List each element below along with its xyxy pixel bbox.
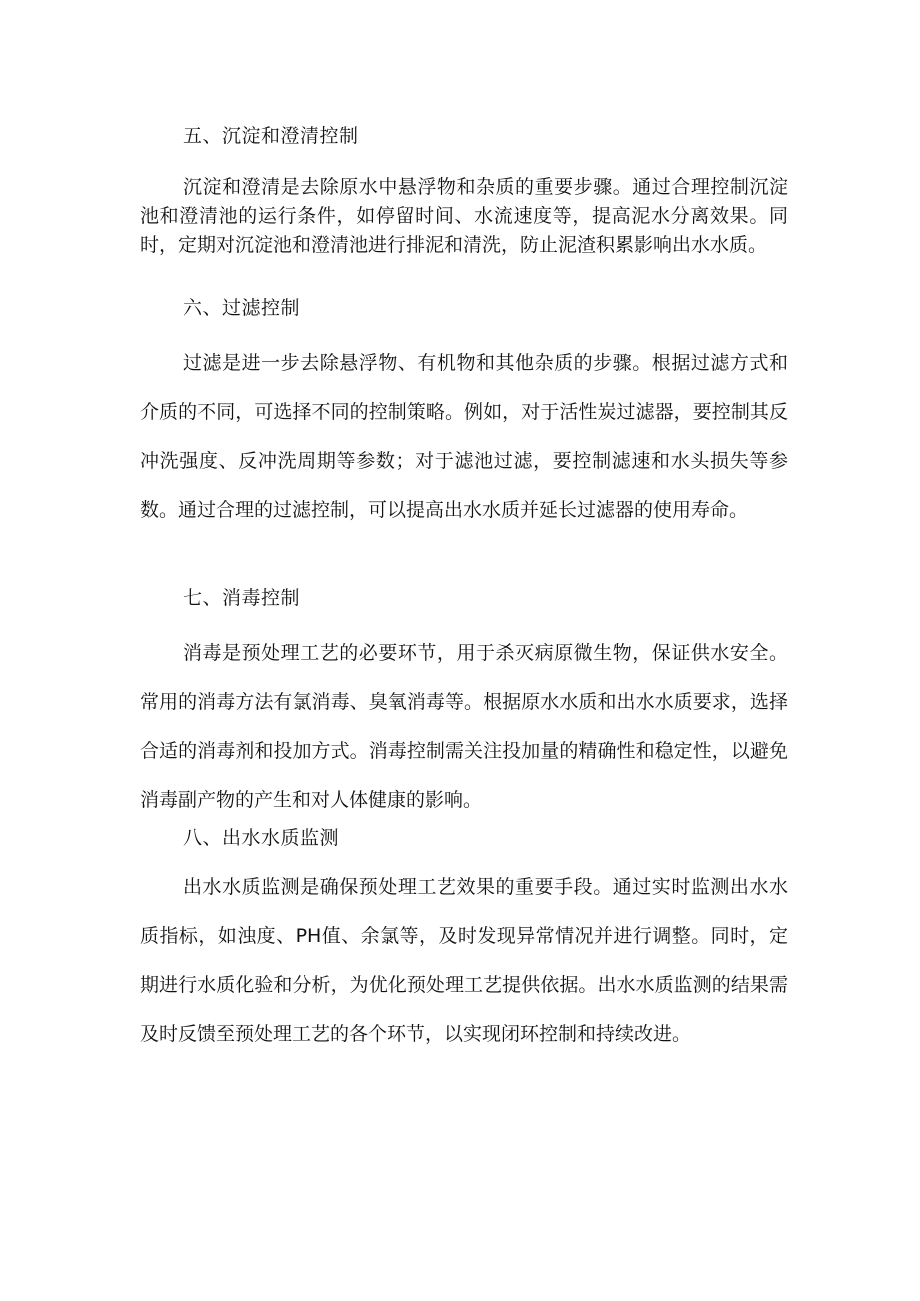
section-7-paragraph: 消毒是预处理工艺的必要环节，用于杀灭病原微生物，保证供水安全。常用的消毒方法有氯消毒、臭氧消毒等。根据原水水质和出水水质要求，选择合适的消毒剂和投加方式。消毒控制需关注投加量的精确性和稳定性，以避免消毒副产物的产生和对人体健康的影响。 xyxy=(140,642,788,811)
section-6-paragraph: 过滤是进一步去除悬浮物、有机物和其他杂质的步骤。根据过滤方式和介质的不同，可选择不同的控制策略。例如，对于活性炭过滤器，要控制其反冲洗强度、反冲洗周期等参数；对于滤池过滤，要控制滤速和水头损失等参数。通过合理的过滤控制，可以提高出水水质并延长过滤器的使用寿命。 xyxy=(140,352,788,521)
section-6-heading: 六、过滤控制 xyxy=(183,297,301,319)
section-8-heading: 八、出水水质监测 xyxy=(183,827,340,849)
section-7-heading: 七、消毒控制 xyxy=(183,587,301,609)
section-5-paragraph: 沉淀和澄清是去除原水中悬浮物和杂质的重要步骤。通过合理控制沉淀池和澄清池的运行条件，如停留时间、水流速度等，提高泥水分离效果。同时，定期对沉淀池和澄清池进行排泥和清洗，防止泥渣积累影响出水水质。 xyxy=(140,176,788,256)
section-8-paragraph: 出水水质监测是确保预处理工艺效果的重要手段。通过实时监测出水水质指标，如浊度、PH值、余氯等，及时发现异常情况并进行调整。同时，定期进行水质化验和分析，为优化预处理工艺提供依据。出水水质监测的结果需及时反馈至预处理工艺的各个环节，以实现闭环控制和持续改进。 xyxy=(140,876,788,1045)
section-5-heading: 五、沉淀和澄清控制 xyxy=(183,125,359,147)
